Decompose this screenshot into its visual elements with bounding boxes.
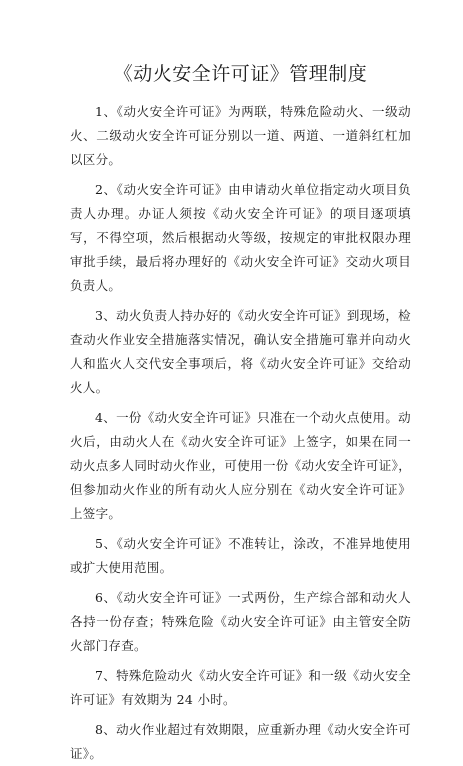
paragraph-7: 7、特殊危险动火《动火安全许可证》和一级《动火安全许可证》有效期为 24 小时。 <box>70 668 411 707</box>
paragraph-1: 1、《动火安全许可证》为两联，特殊危险动火、一级动火、二级动火安全许可证分别以一道、两道、一道斜红杠加以区分。 <box>70 104 411 167</box>
paragraph-5: 5、《动火安全许可证》不准转让，涂改，不准异地使用或扩大使用范围。 <box>70 536 411 575</box>
paragraph-2: 2、《动火安全许可证》由申请动火单位指定动火项目负责人办理。办证人须按《动火安全许可证》的项目逐项填写，不得空项，然后根据动火等级，按规定的审批权限办理审批手续，最后将办理好的《动火安全许可证》交动火项目负责人。 <box>70 182 411 293</box>
paragraph-4: 4、一份《动火安全许可证》只准在一个动火点使用。动火后，由动火人在《动火安全许可证》上签字，如果在同一动火点多人同时动火作业，可使用一份《动火安全许可证》，但参加动火作业的所有动火人应分别在《动火安全许可证》上签字。 <box>70 410 411 521</box>
paragraph-6: 6、《动火安全许可证》一式两份，生产综合部和动火人各持一份存查；特殊危险《动火安全许可证》由主管安全防火部门存查。 <box>70 590 411 653</box>
document-title: 《动火安全许可证》管理制度 <box>113 63 368 85</box>
paragraph-3: 3、动火负责人持办好的《动火安全许可证》到现场，检查动火作业安全措施落实情况，确认安全措施可靠并向动火人和监火人交代安全事项后，将《动火安全许可证》交给动火人。 <box>70 308 411 395</box>
paragraph-8: 8、动火作业超过有效期限，应重新办理《动火安全许可证》。 <box>70 722 411 761</box>
